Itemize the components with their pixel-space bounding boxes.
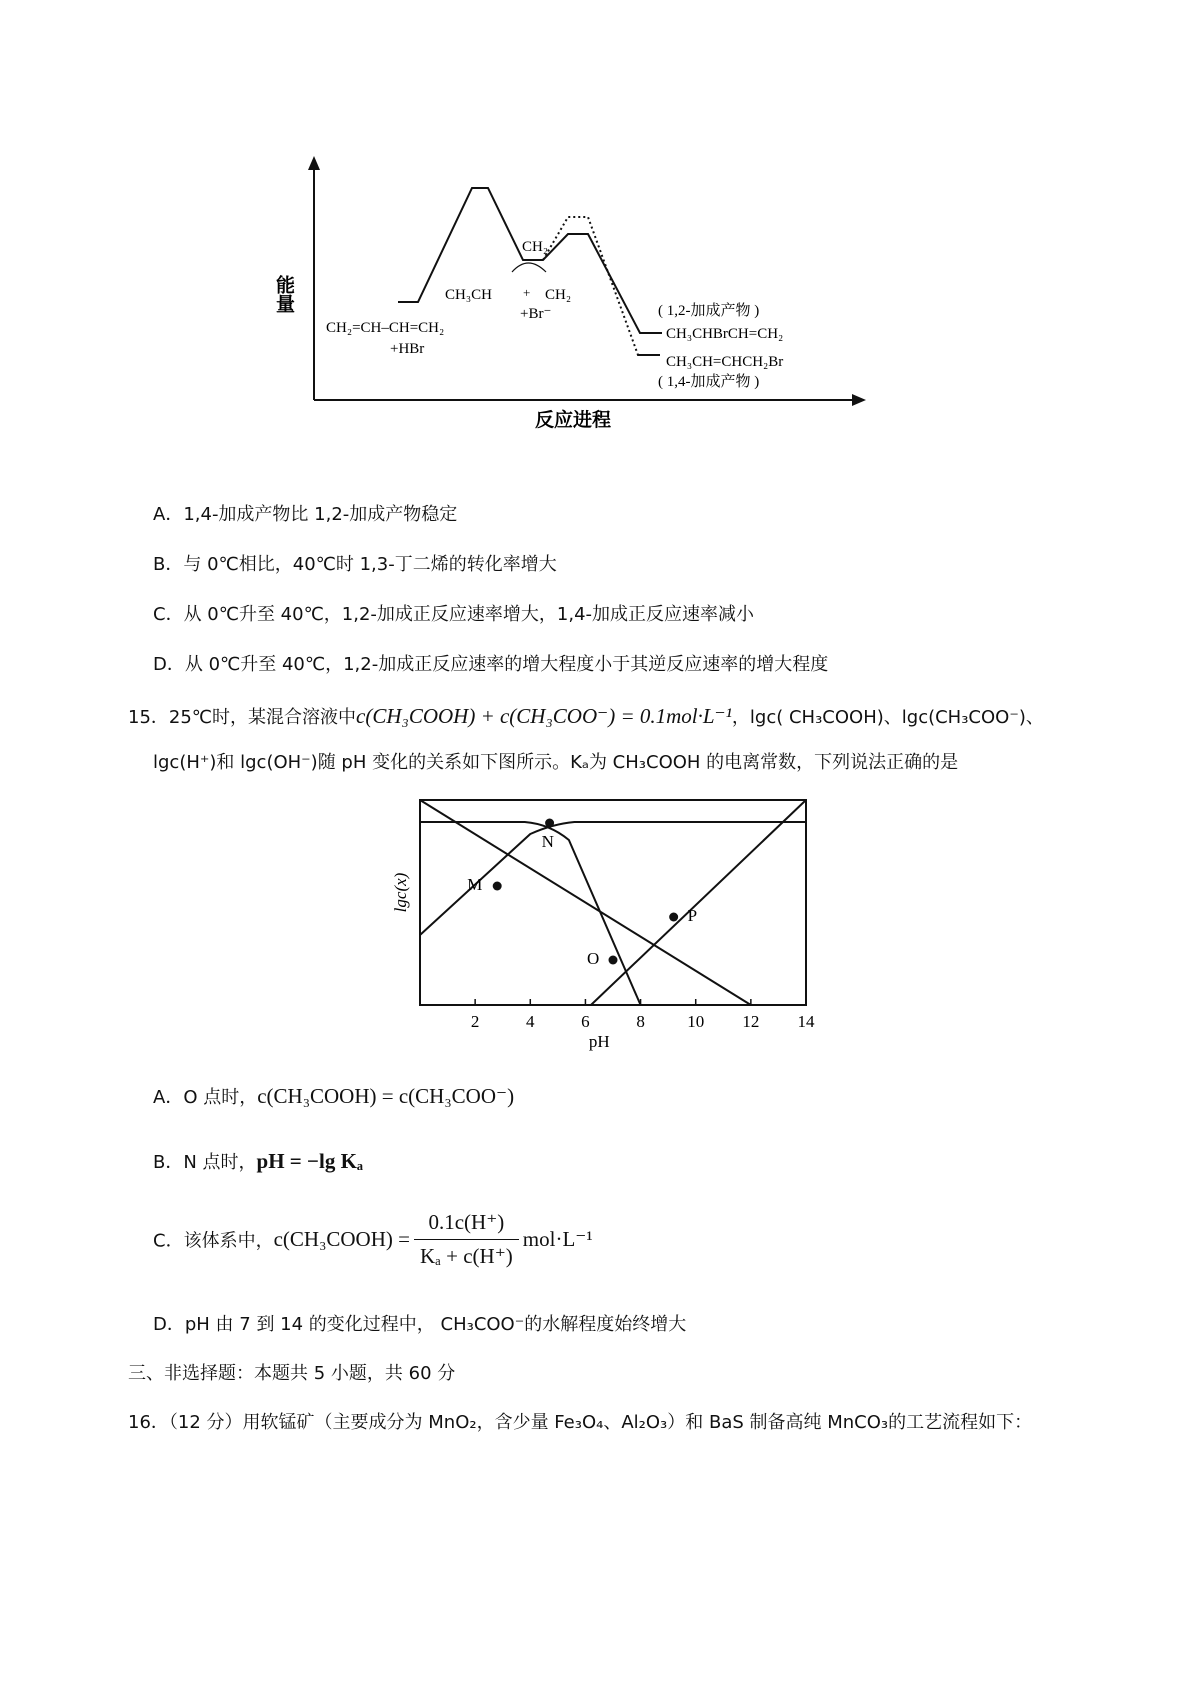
point-p	[669, 913, 678, 922]
energy-diagram	[273, 150, 940, 460]
q15-option-d: D．pH 由 7 到 14 的变化过程中， CH₃COO⁻的水解程度始终增大	[153, 1314, 687, 1335]
q15-option-c-unit: mol·L⁻¹	[522, 1227, 593, 1251]
x-tick-label: 6	[581, 1012, 590, 1031]
q15-line1-prefix: 15．25℃时，某混合溶液中	[128, 707, 357, 728]
q15-option-c	[153, 1210, 593, 1269]
product12-formula: CH₃CHBrCH=CH₂	[666, 326, 784, 342]
q15-line2: lgc(H⁺)和 lgc(OH⁻)随 pH 变化的关系如下图所示。Kₐ为 CH₃COOH 的电离常数，下列说法正确的是	[153, 752, 959, 773]
q15-line1-formula: c(CH₃COOH) + c(CH₃COO⁻) = 0.1mol·L⁻¹	[356, 704, 732, 728]
y-axis-label: lgc(x)	[391, 872, 410, 913]
x-tick-label: 8	[636, 1012, 645, 1031]
q15-option-c-fraction	[414, 1210, 519, 1269]
plot-frame	[420, 800, 806, 1005]
intermediate-arc	[512, 263, 546, 272]
energy-x-label: 反应进程	[535, 409, 612, 431]
reactant-line1: CH₂=CH–CH=CH₂	[326, 320, 445, 336]
q15-option-a-formula: c(CH₃COOH) = c(CH₃COO⁻)	[257, 1084, 515, 1108]
line-lgc-h	[420, 800, 751, 1005]
curve-lgc-ch3cooh	[420, 822, 641, 1005]
x-axis-arrow	[852, 394, 866, 406]
q15-line1-suffix: ，lgc( CH₃COOH)、lgc(CH₃COO⁻)、	[731, 707, 1044, 728]
energy-profile-dotted	[543, 217, 660, 355]
intermediate-right: CH₂	[545, 287, 572, 303]
point-label-m: M	[467, 875, 483, 894]
q15-option-a	[153, 1083, 514, 1111]
x-tick-label: 14	[797, 1012, 815, 1031]
x-tick-label: 2	[470, 1012, 480, 1031]
section-3-heading: 三、非选择题：本题共 5 小题，共 60 分	[128, 1363, 456, 1384]
y-axis-arrow	[308, 156, 320, 170]
point-label-n: N	[541, 832, 554, 851]
product14-formula: CH₃CH=CHCH₂Br	[666, 354, 784, 370]
q15-option-b-formula: pH = −lg Kₐ	[256, 1149, 364, 1173]
point-o	[609, 956, 618, 965]
point-n	[545, 819, 554, 828]
point-m	[493, 882, 502, 891]
reactant-line2: +HBr	[390, 341, 425, 357]
q15-option-c-numerator: 0.1c(H⁺)	[414, 1210, 519, 1240]
q14-option-b: B．与 0℃相比，40℃时 1,3-丁二烯的转化率增大	[153, 554, 557, 575]
q15-option-a-prefix: A．O 点时，	[153, 1087, 258, 1108]
intermediate-left: CH₃CH	[445, 287, 492, 303]
intermediate-plus: +	[523, 285, 531, 300]
q15-option-c-prefix: C．该体系中，	[153, 1230, 274, 1252]
x-tick-label: 4	[526, 1012, 535, 1031]
point-label-o: O	[587, 949, 600, 968]
q15-option-b	[153, 1148, 363, 1176]
product14-tag: ( 1,4-加成产物 )	[658, 374, 760, 390]
q14-option-a: A．1,4-加成产物比 1,2-加成产物稳定	[153, 504, 458, 525]
line-lgc-oh	[591, 800, 806, 1005]
x-tick-label: 12	[742, 1012, 760, 1031]
q15-option-c-lhs: c(CH₃COOH) =	[273, 1227, 410, 1251]
q16-stem: 16．（12 分）用软锰矿（主要成分为 MnO₂，含少量 Fe₃O₄、Al₂O₃）和 BaS 制备高纯 MnCO₃的工艺流程如下：	[128, 1412, 1033, 1433]
point-label-p: P	[687, 906, 698, 925]
x-axis-label: pH	[588, 1032, 610, 1051]
q15-option-c-denominator: Kₐ + c(H⁺)	[419, 1244, 513, 1268]
energy-y-label: 能量	[273, 275, 295, 313]
ph-chart	[380, 790, 850, 1050]
q14-option-d: D．从 0℃升至 40℃，1,2-加成正反应速率的增大程度小于其逆反应速率的增大程度	[153, 654, 829, 675]
q14-option-c: C．从 0℃升至 40℃，1,2-加成正反应速率增大，1,4-加成正反应速率减小	[153, 604, 755, 625]
q15-option-b-prefix: B．N 点时，	[153, 1152, 257, 1173]
intermediate-top: CH₂	[522, 239, 549, 255]
q15-line1	[128, 703, 1044, 731]
x-tick-label: 10	[687, 1012, 705, 1031]
intermediate-br: +Br⁻	[520, 306, 552, 322]
product12-tag: ( 1,2-加成产物 )	[658, 303, 760, 319]
